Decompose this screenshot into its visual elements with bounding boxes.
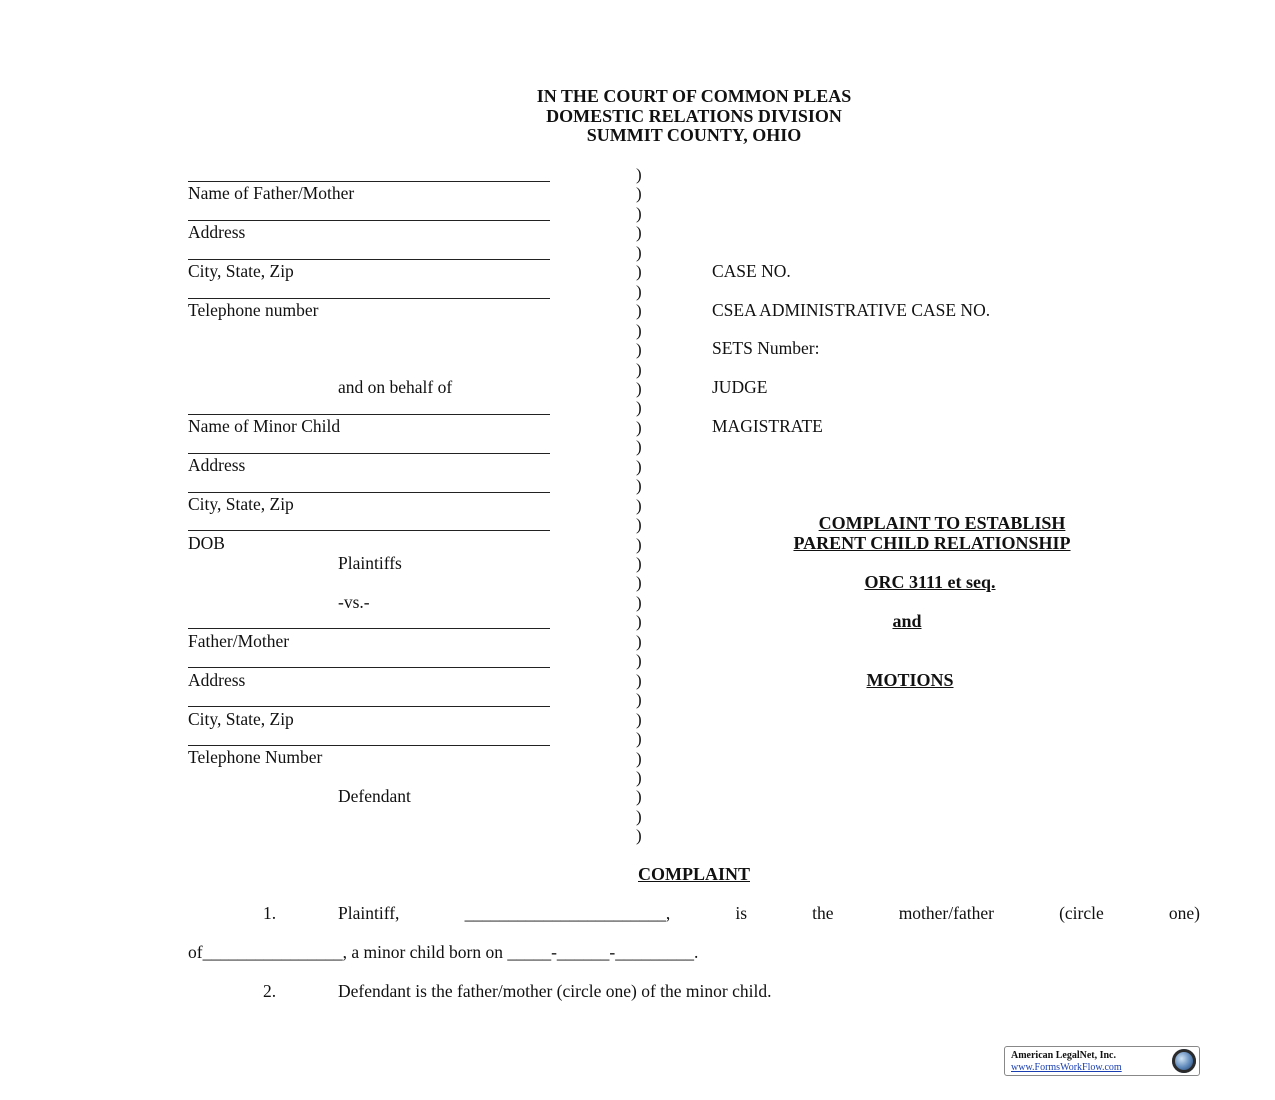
caption-parenthesis: ) [636, 417, 642, 437]
label-defendant: Defendant [338, 786, 411, 806]
document-title-line1: COMPLAINT TO ESTABLISH [818, 513, 1066, 533]
blank-line [188, 667, 550, 668]
caption-parenthesis: ) [636, 573, 642, 593]
csea-case-number-label: CSEA ADMINISTRATIVE CASE NO. [712, 300, 991, 320]
caption-parenthesis: ) [636, 203, 642, 223]
globe-icon [1172, 1049, 1196, 1073]
caption-parenthesis: ) [636, 826, 642, 846]
label-defendant-parent: Father/Mother [188, 631, 290, 651]
caption-parenthesis: ) [636, 767, 642, 787]
motions-title: MOTIONS [866, 670, 954, 690]
label-address: Address [188, 455, 246, 475]
paragraph-2-text: Defendant is the father/mother (circle one) of the minor child. [338, 981, 772, 1001]
caption-parenthesis: ) [636, 729, 642, 749]
word: _______________________, [464, 903, 671, 923]
caption-parenthesis: ) [636, 670, 642, 690]
paragraph-1-line-2: of________________, a minor child born on _____-______-_________. [188, 942, 699, 962]
logo-website-link[interactable]: www.FormsWorkFlow.com [1011, 1062, 1122, 1073]
word: Plaintiff, [338, 903, 400, 923]
caption-parenthesis: ) [636, 437, 642, 457]
label-telephone: Telephone Number [188, 747, 323, 767]
american-legalnet-logo[interactable] [1004, 1046, 1200, 1076]
caption-parenthesis: ) [636, 592, 642, 612]
label-on-behalf: and on behalf of [338, 377, 453, 397]
division-title: DOMESTIC RELATIONS DIVISION [546, 106, 842, 126]
blank-line [188, 628, 550, 629]
caption-parenthesis: ) [636, 398, 642, 418]
county-title: SUMMIT COUNTY, OHIO [586, 125, 802, 145]
label-city-state-zip: City, State, Zip [188, 709, 294, 729]
sets-number-label: SETS Number: [712, 338, 820, 358]
caption-parenthesis: ) [636, 242, 642, 262]
paragraph-1-line-1 [338, 903, 1200, 924]
caption-parenthesis: ) [636, 515, 642, 535]
caption-parenthesis: ) [636, 651, 642, 671]
blank-line [188, 220, 550, 221]
word: one) [1168, 903, 1200, 923]
blank-line [188, 745, 550, 746]
label-city-state-zip: City, State, Zip [188, 494, 294, 514]
label-address: Address [188, 670, 246, 690]
caption-parenthesis: ) [636, 378, 642, 398]
blank-line [188, 181, 550, 182]
caption-parenthesis: ) [636, 690, 642, 710]
caption-parenthesis: ) [636, 476, 642, 496]
caption-parenthesis: ) [636, 340, 642, 360]
case-number-label: CASE NO. [712, 261, 791, 281]
caption-parenthesis: ) [636, 787, 642, 807]
word: the [812, 903, 834, 923]
caption-parenthesis: ) [636, 281, 642, 301]
label-name-parent: Name of Father/Mother [188, 183, 355, 203]
label-telephone: Telephone number [188, 300, 319, 320]
label-name-child: Name of Minor Child [188, 416, 341, 436]
and-connector: and [892, 611, 922, 631]
caption-parenthesis: ) [636, 223, 642, 243]
blank-line [188, 492, 550, 493]
blank-line [188, 414, 550, 415]
caption-parenthesis: ) [636, 612, 642, 632]
judge-label: JUDGE [712, 377, 768, 397]
caption-parenthesis: ) [636, 301, 642, 321]
word: (circle [1059, 903, 1104, 923]
blank-line [188, 259, 550, 260]
caption-parenthesis: ) [636, 631, 642, 651]
blank-line [188, 298, 550, 299]
caption-parenthesis: ) [636, 495, 642, 515]
paragraph-number: 2. [263, 981, 277, 1001]
court-title: IN THE COURT OF COMMON PLEAS [536, 86, 852, 106]
blank-line [188, 453, 550, 454]
label-plaintiffs: Plaintiffs [338, 553, 402, 573]
label-address: Address [188, 222, 246, 242]
caption-parenthesis: ) [636, 554, 642, 573]
caption-parenthesis: ) [636, 806, 642, 826]
caption-parenthesis: ) [636, 184, 642, 204]
caption-parenthesis: ) [636, 165, 642, 184]
logo-company-name: American LegalNet, Inc. [1011, 1050, 1116, 1061]
word: is [735, 903, 748, 923]
caption-parenthesis: ) [636, 262, 642, 282]
caption-parenthesis: ) [636, 534, 642, 554]
label-dob: DOB [188, 533, 225, 553]
caption-parenthesis: ) [636, 709, 642, 729]
caption-parenthesis: ) [636, 456, 642, 476]
statute-reference: ORC 3111 et seq. [864, 572, 996, 592]
caption-parenthesis: ) [636, 359, 642, 379]
document-title-line2: PARENT CHILD RELATIONSHIP [793, 533, 1071, 553]
label-versus: -vs.- [338, 592, 370, 612]
blank-line [188, 530, 550, 531]
magistrate-label: MAGISTRATE [712, 416, 823, 436]
caption-parenthesis: ) [636, 320, 642, 340]
paragraph-number: 1. [263, 903, 277, 923]
complaint-heading: COMPLAINT [638, 864, 750, 884]
word: mother/father [898, 903, 994, 923]
blank-line [188, 706, 550, 707]
caption-parenthesis: ) [636, 748, 642, 768]
label-city-state-zip: City, State, Zip [188, 261, 294, 281]
